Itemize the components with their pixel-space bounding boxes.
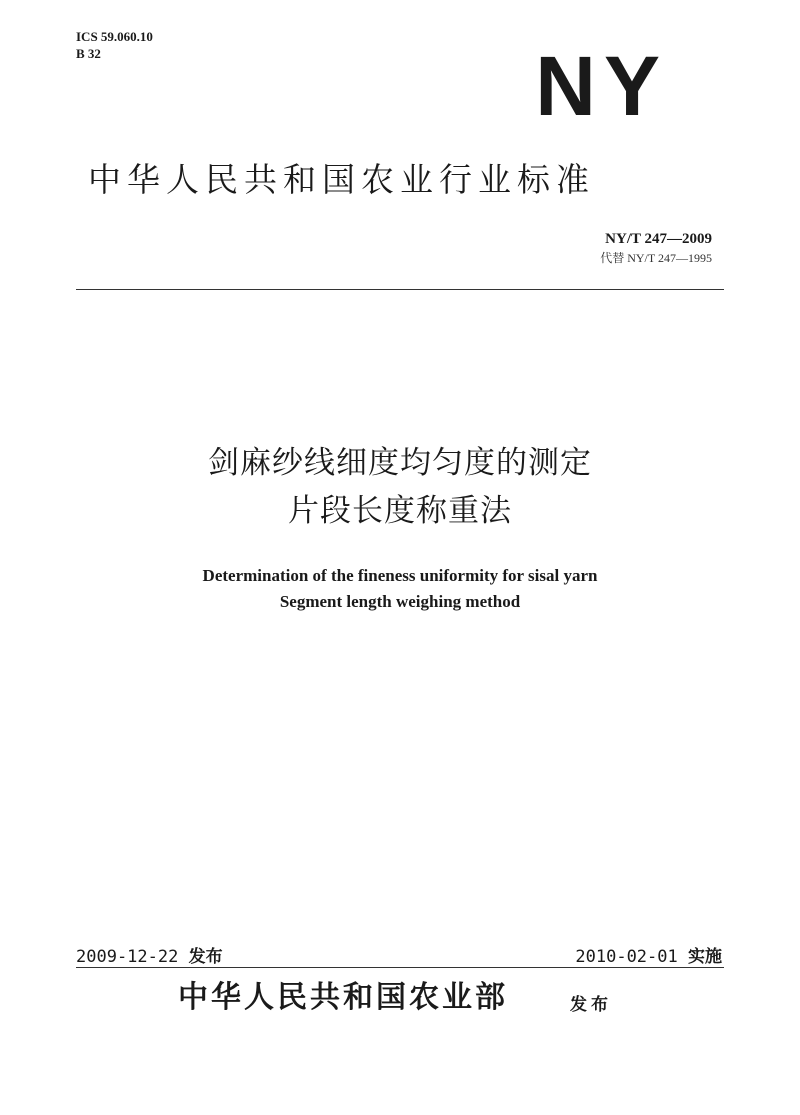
implement-label: 实施	[688, 947, 722, 967]
en-title-line1: Determination of the fineness uniformity for sisal yarn	[202, 566, 598, 585]
en-title-line2: Segment length weighing method	[279, 592, 521, 611]
standard-code-block	[600, 229, 712, 267]
cn-title-line2: 片段长度称重法	[288, 493, 512, 529]
standard-title: 中华人民共和国农业行业标准	[88, 160, 595, 199]
publisher-suffix: 发布	[570, 995, 612, 1015]
ny-logo: NY	[535, 39, 668, 133]
issue-date: 2009-12-22	[76, 947, 179, 967]
replaces-number: 代替 NY/T 247—1995	[600, 251, 712, 265]
ics-code: ICS 59.060.10	[76, 29, 153, 44]
publisher: 中华人民共和国农业部	[178, 980, 508, 1015]
implement-date: 2010-02-01	[575, 947, 678, 967]
top-divider	[76, 289, 724, 290]
cn-title-line1: 剑麻纱线细度均匀度的测定	[208, 445, 592, 481]
implement-date-block	[575, 942, 722, 967]
issue-date-block	[76, 942, 223, 967]
issue-label: 发布	[188, 947, 223, 967]
class-code: B 32	[76, 46, 101, 61]
bottom-divider	[76, 967, 724, 968]
standard-number: NY/T 247—2009	[605, 231, 712, 247]
ics-block	[76, 28, 153, 62]
